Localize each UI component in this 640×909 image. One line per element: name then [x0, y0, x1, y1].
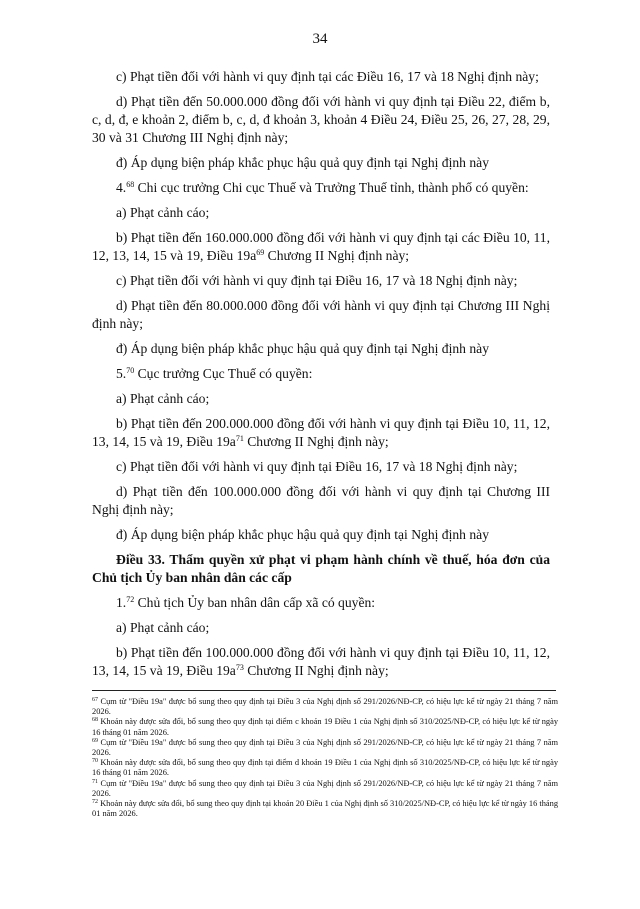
footnote-reference[interactable]: 68: [126, 180, 135, 189]
paragraph-text: Chương II Nghị định này;: [243, 434, 389, 449]
paragraph-text: 4.: [116, 180, 127, 195]
footnote-number: 68: [92, 717, 98, 724]
footnote-number: 71: [92, 778, 98, 785]
footnote-separator: [92, 690, 556, 691]
footnote: [92, 799, 558, 819]
paragraph: đ) Áp dụng biện pháp khắc phục hậu quả quy định tại Nghị định này: [116, 527, 489, 542]
paragraph: đ) Áp dụng biện pháp khắc phục hậu quả quy định tại Nghị định này: [116, 341, 489, 356]
paragraph: d) Phạt tiền đến 100.000.000 đồng đối với hành vi quy định tại Chương III Nghị định này;: [92, 484, 550, 517]
paragraph: [92, 415, 550, 451]
footnote: [92, 697, 558, 717]
paragraph-text: 5.: [116, 366, 127, 381]
footnote-number: 70: [92, 758, 98, 765]
footnote-text: Cụm từ "Điều 19a" được bổ sung theo quy định tại Điều 3 của Nghị định số 291/2026/NĐ-CP, có hiệu lực kể từ ngày 21 tháng 7 năm 2026.: [92, 737, 559, 758]
footnote-text: Khoản này được sửa đổi, bổ sung theo quy định tại khoản 20 Điều 1 của Nghị định số 310/2025/NĐ-CP, có hiệu lực kể từ ngày 16 tháng 01 năm 2026.: [92, 799, 559, 819]
paragraph-text: Cục trưởng Cục Thuế có quyền:: [134, 366, 313, 381]
article-heading: Điều 33. Thẩm quyền xử phạt vi phạm hành chính về thuế, hóa đơn của Chủ tịch Ủy ban nhân dân các cấp: [92, 552, 550, 585]
footnote-reference[interactable]: 70: [126, 366, 135, 375]
paragraph: [92, 179, 550, 197]
paragraph: a) Phạt cảnh cáo;: [116, 620, 210, 635]
paragraph: đ) Áp dụng biện pháp khắc phục hậu quả quy định tại Nghị định này: [116, 155, 489, 170]
footnotes: [92, 697, 558, 819]
document-body: [92, 68, 550, 687]
paragraph: c) Phạt tiền đối với hành vi quy định tại các Điều 16, 17 và 18 Nghị định này;: [116, 69, 539, 84]
paragraph-text: 1.: [116, 595, 127, 610]
paragraph: a) Phạt cảnh cáo;: [116, 205, 210, 220]
footnote-reference[interactable]: 69: [256, 248, 265, 257]
paragraph: [92, 365, 550, 383]
paragraph-text: Chương II Nghị định này;: [264, 248, 410, 263]
footnote-text: Khoản này được sửa đổi, bổ sung theo quy định tại điểm d khoản 19 Điều 1 của Nghị định số 310/2025/NĐ-CP, có hiệu lực kể từ ngày 16 tháng 01 năm 2026.: [92, 758, 559, 778]
footnote-reference[interactable]: 72: [126, 595, 135, 604]
paragraph-text: b) Phạt tiền đến 160.000.000 đồng đối với hành vi quy định tại các Điều 10, 11, 12, 13, 14, 15 và 19, Điều 19a: [92, 230, 550, 263]
footnote-text: Khoản này được sửa đổi, bổ sung theo quy định tại điểm c khoản 19 Điều 1 của Nghị định số 310/2025/NĐ-CP, có hiệu lực kể từ ngày 16 tháng 01 năm 2026.: [92, 717, 559, 737]
paragraph: c) Phạt tiền đối với hành vi quy định tại Điều 16, 17 và 18 Nghị định này;: [116, 273, 518, 288]
footnote-text: Cụm từ "Điều 19a" được bổ sung theo quy định tại Điều 3 của Nghị định số 291/2026/NĐ-CP, có hiệu lực kể từ ngày 21 tháng 7 năm 2026.: [92, 778, 559, 798]
footnote-text: Cụm từ "Điều 19a" được bổ sung theo quy định tại Điều 3 của Nghị định số 291/2026/NĐ-CP, có hiệu lực kể từ ngày 21 tháng 7 năm 2026.: [92, 697, 559, 717]
footnote: [92, 738, 558, 758]
footnote: [92, 779, 558, 799]
paragraph: d) Phạt tiền đến 50.000.000 đồng đối với hành vi quy định tại Điều 22, điểm b, c, d, đ, e khoản 2, điểm b, c, d, đ khoản 3, khoản 4 Điều 24, Điều 25, 26, 27, 28, 29, 30 và 31 Chương III Nghị định này;: [92, 94, 550, 145]
paragraph: a) Phạt cảnh cáo;: [116, 391, 210, 406]
footnote-number: 72: [92, 799, 98, 806]
footnote-number: 69: [92, 737, 98, 744]
paragraph-text: Chương II Nghị định này;: [243, 663, 389, 678]
footnote-reference[interactable]: 71: [235, 434, 244, 443]
paragraph: [92, 594, 550, 612]
footnote-number: 67: [92, 697, 98, 703]
paragraph: c) Phạt tiền đối với hành vi quy định tại Điều 16, 17 và 18 Nghị định này;: [116, 459, 518, 474]
paragraph-text: b) Phạt tiền đến 100.000.000 đồng đối với hành vi quy định tại Điều 10, 11, 12, 13, 14, 15 và 19, Điều 19a: [92, 645, 550, 678]
paragraph-text: b) Phạt tiền đến 200.000.000 đồng đối với hành vi quy định tại Điều 10, 11, 12, 13, 14, 15 và 19, Điều 19a: [92, 416, 550, 449]
paragraph-text: Chủ tịch Ủy ban nhân dân cấp xã có quyền:: [134, 595, 376, 610]
paragraph: d) Phạt tiền đến 80.000.000 đồng đối với hành vi quy định tại Chương III Nghị định này;: [92, 298, 550, 331]
paragraph-text: Chi cục trưởng Chi cục Thuế và Trưởng Thuế tỉnh, thành phố có quyền:: [134, 180, 529, 195]
footnote: [92, 758, 558, 778]
paragraph: [92, 229, 550, 265]
page-number: 34: [312, 31, 328, 47]
footnote: [92, 717, 558, 737]
paragraph: [92, 644, 550, 680]
footnote-reference[interactable]: 73: [235, 663, 244, 672]
